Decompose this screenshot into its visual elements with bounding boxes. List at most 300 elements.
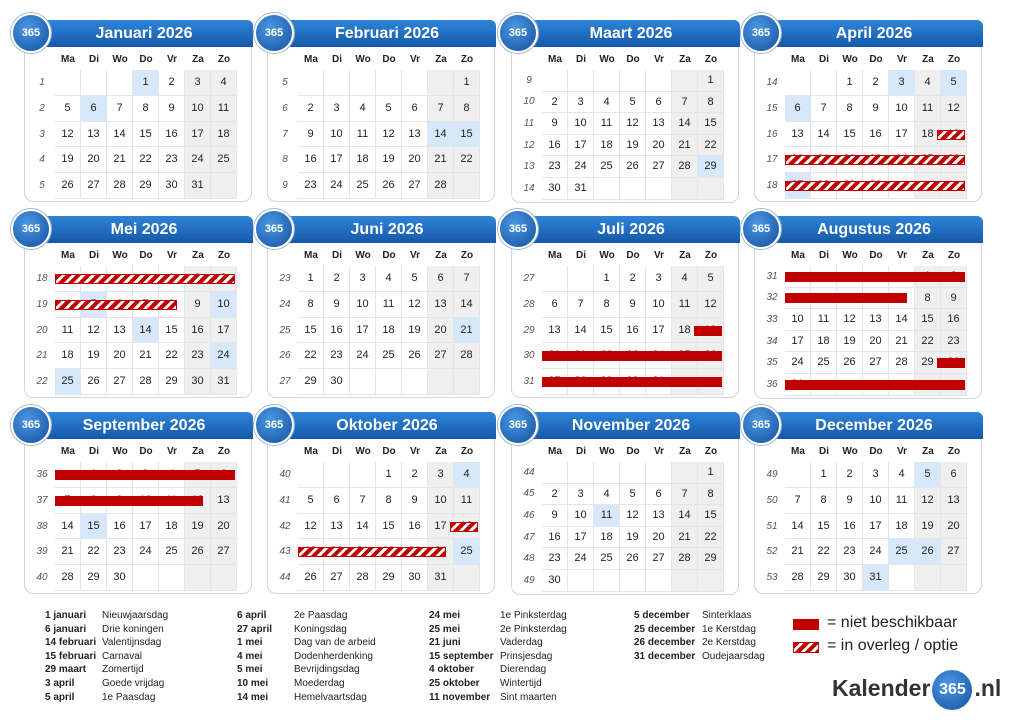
day-cell: 1 (837, 70, 863, 96)
day-cell: 2 (837, 462, 863, 488)
holiday-name: 1e Kerstdag (702, 623, 756, 635)
holiday-name: Goede vrijdag (102, 677, 165, 689)
week-number: 48 (523, 553, 535, 565)
holiday-row (45, 664, 168, 678)
day-cell (620, 570, 646, 592)
day-cell: 27 (428, 343, 454, 369)
day-cell: 4 (594, 484, 620, 506)
week-number: 18 (766, 180, 778, 192)
week-number: 32 (766, 292, 778, 304)
holiday-name: Vaderdag (500, 637, 543, 649)
holiday-name: Drie koningen (102, 623, 164, 635)
week-number: 45 (523, 488, 535, 500)
unavailable-bar (694, 326, 722, 336)
day-cell: 3 (646, 266, 672, 292)
day-cell: 28 (785, 565, 811, 591)
day-name: Wo (112, 54, 128, 65)
day-cell: 5 (298, 488, 324, 514)
day-cell: 14 (811, 122, 837, 148)
day-cell: 18 (915, 122, 941, 148)
day-cell: 10 (889, 96, 915, 122)
day-name: Za (679, 54, 691, 65)
day-cell: 1 (133, 70, 159, 96)
brand-tld: .nl (974, 675, 1002, 702)
day-cell: 20 (402, 147, 428, 173)
day-name: Di (332, 446, 342, 457)
day-cell (454, 565, 480, 591)
week-number: 7 (282, 128, 288, 140)
day-name: Do (626, 446, 640, 457)
day-name: Wo (355, 250, 371, 261)
day-cell: 10 (646, 292, 672, 318)
day-name: Do (382, 446, 396, 457)
day-cell: 11 (672, 292, 698, 318)
day-cell: 17 (211, 318, 237, 344)
day-cell: 24 (785, 352, 811, 374)
day-name: Zo (460, 446, 474, 457)
day-cell (672, 178, 698, 200)
holiday-date: 15 februari (45, 650, 97, 662)
day-cell: 8 (454, 96, 480, 122)
day-cell: 17 (785, 331, 811, 353)
day-cell: 24 (324, 173, 350, 199)
holiday-date: 1 mei (237, 637, 263, 649)
week-number: 46 (523, 510, 535, 521)
day-cell: 23 (542, 548, 568, 570)
day-cell: 9 (298, 122, 324, 148)
day-cell: 29 (159, 369, 185, 395)
month-8 (751, 216, 982, 399)
day-cell: 13 (402, 122, 428, 148)
day-cell: 29 (376, 565, 402, 591)
day-cell: 22 (698, 135, 724, 157)
holiday-name: 2e Pinksterdag (500, 623, 567, 635)
day-cell: 12 (620, 113, 646, 135)
day-cell: 29 (698, 156, 724, 178)
day-cell: 18 (889, 514, 915, 540)
unavailable-bar (785, 293, 907, 303)
day-cell: 19 (620, 527, 646, 549)
week-number: 16 (766, 128, 778, 140)
day-cell: 8 (698, 484, 724, 506)
day-cell: 4 (672, 266, 698, 292)
day-cell: 7 (785, 488, 811, 514)
week-number: 27 (523, 272, 535, 284)
holiday-name: Valentijnsdag (102, 637, 162, 649)
week-number: 50 (766, 494, 778, 506)
day-cell: 5 (402, 266, 428, 292)
day-cell (568, 266, 594, 292)
day-name: Di (819, 250, 829, 261)
day-cell (428, 369, 454, 395)
day-cell: 2 (402, 462, 428, 488)
day-cell: 16 (837, 514, 863, 540)
day-cell: 5 (620, 484, 646, 506)
day-cell: 14 (428, 122, 454, 148)
legend-hatch-swatch (793, 642, 819, 653)
day-name: Ma (61, 446, 75, 457)
week-number: 51 (766, 520, 778, 532)
day-name: Do (139, 54, 153, 65)
day-cell: 30 (837, 565, 863, 591)
unavailable-bar (55, 470, 235, 480)
month-title: Maart 2026 (522, 20, 740, 47)
day-cell (376, 369, 402, 395)
day-name: Vr (896, 446, 907, 457)
holiday-date: 1 januari (45, 610, 87, 621)
day-cell: 13 (324, 514, 350, 540)
day-cell: 16 (542, 135, 568, 157)
day-cell: 4 (350, 96, 376, 122)
day-cell: 14 (568, 318, 594, 344)
day-cell: 5 (55, 96, 81, 122)
week-number: 2 (39, 102, 45, 114)
day-cell: 14 (55, 514, 81, 540)
day-cell: 27 (941, 539, 967, 565)
month-title: Februari 2026 (278, 20, 496, 47)
week-number: 21 (36, 350, 48, 362)
day-cell: 3 (863, 462, 889, 488)
day-cell (324, 70, 350, 96)
day-cell: 6 (324, 488, 350, 514)
week-number: 40 (279, 468, 291, 480)
day-cell: 15 (454, 122, 480, 148)
day-cell (646, 462, 672, 484)
day-cell (672, 570, 698, 592)
day-cell: 10 (568, 113, 594, 135)
day-cell: 28 (889, 352, 915, 374)
week-number: 10 (523, 96, 535, 108)
day-cell: 26 (620, 156, 646, 178)
day-cell: 22 (298, 343, 324, 369)
day-cell: 9 (542, 505, 568, 527)
holiday-row (237, 624, 376, 638)
day-cell: 13 (81, 122, 107, 148)
day-cell: 10 (863, 488, 889, 514)
day-cell: 12 (81, 318, 107, 344)
holiday-name: Koningsdag (294, 623, 347, 635)
day-cell: 28 (107, 173, 133, 199)
day-cell: 24 (350, 343, 376, 369)
option-bar (937, 130, 965, 140)
day-cell: 22 (81, 539, 107, 565)
day-cell: 10 (350, 292, 376, 318)
day-cell: 20 (646, 527, 672, 549)
holiday-date: 26 december (634, 637, 696, 649)
holiday-date: 6 januari (45, 623, 87, 635)
day-cell: 9 (159, 96, 185, 122)
day-cell: 30 (159, 173, 185, 199)
day-cell: 4 (211, 70, 237, 96)
day-cell: 12 (620, 505, 646, 527)
day-cell: 3 (568, 484, 594, 506)
day-cell: 25 (159, 539, 185, 565)
day-cell: 22 (133, 147, 159, 173)
badge-365-icon: 365 (254, 13, 294, 53)
holiday-name: Prinsjesdag (500, 650, 553, 662)
month-title: December 2026 (765, 412, 983, 439)
week-number: 53 (766, 572, 778, 584)
holiday-column (634, 610, 765, 664)
day-name: Wo (355, 446, 371, 457)
day-cell: 7 (428, 96, 454, 122)
week-number: 52 (766, 546, 778, 558)
day-name: Wo (112, 446, 128, 457)
day-cell: 27 (402, 173, 428, 199)
day-cell: 5 (915, 462, 941, 488)
day-cell: 2 (542, 484, 568, 506)
day-cell: 18 (159, 514, 185, 540)
day-cell: 21 (133, 343, 159, 369)
day-cell: 27 (81, 173, 107, 199)
day-name: Di (332, 250, 342, 261)
day-name: Di (819, 446, 829, 457)
day-cell: 26 (837, 352, 863, 374)
holiday-date: 24 mei (429, 610, 461, 621)
day-cell: 8 (915, 288, 941, 310)
week-number: 49 (766, 468, 778, 480)
day-cell: 5 (620, 92, 646, 114)
day-name: Zo (217, 446, 231, 457)
holiday-date: 25 december (634, 623, 696, 635)
day-cell: 13 (941, 488, 967, 514)
day-cell: 29 (915, 352, 941, 374)
day-name: Vr (653, 54, 664, 65)
day-cell: 14 (672, 505, 698, 527)
day-cell: 16 (298, 147, 324, 173)
day-cell: 17 (863, 514, 889, 540)
day-cell: 15 (133, 122, 159, 148)
day-name: Za (192, 250, 204, 261)
day-cell (159, 565, 185, 591)
week-number: 30 (523, 350, 535, 362)
day-cell: 6 (646, 484, 672, 506)
month-title: November 2026 (522, 412, 740, 439)
day-cell: 6 (402, 96, 428, 122)
day-cell: 29 (81, 565, 107, 591)
brand-logo[interactable] (832, 670, 1001, 710)
day-cell: 14 (785, 514, 811, 540)
day-cell: 11 (594, 113, 620, 135)
day-cell: 12 (941, 96, 967, 122)
day-cell: 29 (133, 173, 159, 199)
day-cell: 18 (350, 147, 376, 173)
day-cell: 9 (863, 96, 889, 122)
holiday-date: 14 februari (45, 637, 97, 649)
day-cell: 26 (376, 173, 402, 199)
day-cell: 22 (159, 343, 185, 369)
month-title: Oktober 2026 (278, 412, 496, 439)
day-cell: 13 (785, 122, 811, 148)
day-cell: 18 (811, 331, 837, 353)
holiday-row (45, 692, 168, 706)
day-cell: 12 (698, 292, 724, 318)
day-cell: 7 (350, 488, 376, 514)
day-cell: 1 (376, 462, 402, 488)
holiday-date: 6 april (237, 610, 267, 621)
day-cell: 10 (785, 309, 811, 331)
holiday-name: Sint maarten (500, 691, 557, 703)
day-cell: 25 (594, 156, 620, 178)
day-cell: 28 (454, 343, 480, 369)
week-number: 31 (523, 376, 535, 388)
day-cell (811, 70, 837, 96)
week-number: 29 (523, 324, 535, 336)
day-cell: 23 (107, 539, 133, 565)
day-cell (298, 462, 324, 488)
day-cell: 18 (55, 343, 81, 369)
day-cell: 16 (402, 514, 428, 540)
day-cell: 29 (698, 548, 724, 570)
day-cell: 2 (620, 266, 646, 292)
day-cell: 4 (376, 266, 402, 292)
day-cell: 28 (350, 565, 376, 591)
week-number: 18 (36, 272, 48, 284)
day-name: Ma (548, 250, 562, 261)
day-name: Do (626, 250, 640, 261)
day-cell (620, 70, 646, 92)
day-cell: 12 (376, 122, 402, 148)
holiday-row (45, 610, 168, 624)
day-cell: 11 (889, 488, 915, 514)
day-cell: 24 (568, 548, 594, 570)
unavailable-bar (542, 351, 722, 361)
day-cell (568, 570, 594, 592)
day-name: Zo (704, 54, 718, 65)
day-cell: 20 (211, 514, 237, 540)
day-cell: 26 (81, 369, 107, 395)
day-cell: 22 (698, 527, 724, 549)
day-cell: 1 (298, 266, 324, 292)
month-3 (508, 20, 739, 203)
day-cell: 29 (298, 369, 324, 395)
week-number: 28 (523, 298, 535, 310)
day-cell: 19 (620, 135, 646, 157)
day-cell: 23 (837, 539, 863, 565)
day-cell: 31 (568, 178, 594, 200)
holiday-row (429, 624, 567, 638)
day-name: Zo (704, 250, 718, 261)
day-cell: 23 (298, 173, 324, 199)
month-title: September 2026 (35, 412, 253, 439)
day-cell (350, 70, 376, 96)
day-cell: 18 (211, 122, 237, 148)
day-cell (594, 178, 620, 200)
day-cell (941, 565, 967, 591)
day-cell: 15 (698, 505, 724, 527)
day-name: Wo (842, 446, 858, 457)
day-cell: 20 (81, 147, 107, 173)
day-cell: 1 (698, 462, 724, 484)
week-number: 40 (36, 572, 48, 584)
day-cell: 28 (428, 173, 454, 199)
day-cell: 5 (698, 266, 724, 292)
day-cell: 15 (594, 318, 620, 344)
holiday-name: Nieuwjaarsdag (102, 610, 169, 621)
day-cell: 11 (211, 96, 237, 122)
day-cell (542, 266, 568, 292)
holiday-row (429, 692, 567, 706)
day-name: Ma (61, 54, 75, 65)
holiday-date: 15 september (429, 650, 494, 662)
day-cell: 8 (811, 488, 837, 514)
day-name: Di (89, 250, 99, 261)
day-name: Zo (217, 250, 231, 261)
day-name: Ma (304, 250, 318, 261)
day-cell (324, 462, 350, 488)
month-4 (751, 20, 982, 202)
day-name: Wo (112, 250, 128, 261)
day-name: Ma (548, 54, 562, 65)
option-bar (450, 522, 478, 532)
day-cell: 8 (298, 292, 324, 318)
day-cell: 27 (646, 156, 672, 178)
day-cell: 24 (185, 147, 211, 173)
day-cell: 5 (941, 70, 967, 96)
day-cell (568, 462, 594, 484)
holiday-name: Carnaval (102, 650, 143, 662)
unavailable-bar (937, 358, 965, 368)
holiday-column (45, 610, 168, 705)
day-cell (646, 178, 672, 200)
day-cell: 22 (811, 539, 837, 565)
day-cell: 26 (402, 343, 428, 369)
day-cell (646, 70, 672, 92)
day-cell: 15 (915, 309, 941, 331)
unavailable-bar (785, 380, 965, 390)
week-number: 5 (39, 180, 45, 192)
day-cell: 11 (454, 488, 480, 514)
day-cell: 15 (837, 122, 863, 148)
day-name: Ma (61, 250, 75, 261)
day-cell: 29 (811, 565, 837, 591)
day-cell: 10 (428, 488, 454, 514)
month-title: Januari 2026 (35, 20, 253, 47)
day-cell: 11 (350, 122, 376, 148)
day-cell: 16 (159, 122, 185, 148)
week-number: 49 (523, 574, 535, 586)
day-name: Ma (304, 54, 318, 65)
day-cell: 17 (889, 122, 915, 148)
day-cell (454, 173, 480, 199)
week-number: 38 (36, 520, 48, 532)
day-cell: 9 (837, 488, 863, 514)
day-cell: 24 (568, 156, 594, 178)
holiday-name: Hemelvaartsdag (294, 691, 367, 703)
day-cell: 31 (211, 369, 237, 395)
month-5 (21, 216, 252, 398)
day-cell: 20 (646, 135, 672, 157)
brand-badge: 365 (932, 670, 972, 710)
day-cell: 6 (785, 96, 811, 122)
week-number: 14 (523, 182, 535, 194)
day-cell (542, 462, 568, 484)
holiday-row (429, 610, 567, 624)
day-cell: 16 (324, 318, 350, 344)
week-number: 33 (766, 314, 778, 325)
day-cell: 26 (185, 539, 211, 565)
holiday-date: 29 maart (45, 664, 87, 676)
day-cell: 25 (811, 352, 837, 374)
week-number: 22 (36, 376, 48, 388)
day-cell: 20 (107, 343, 133, 369)
day-cell: 3 (428, 462, 454, 488)
holiday-date: 14 mei (237, 691, 269, 703)
week-number: 9 (282, 180, 288, 192)
day-cell: 3 (324, 96, 350, 122)
holiday-name: 2e Kerstdag (702, 637, 756, 649)
option-bar (55, 300, 177, 310)
